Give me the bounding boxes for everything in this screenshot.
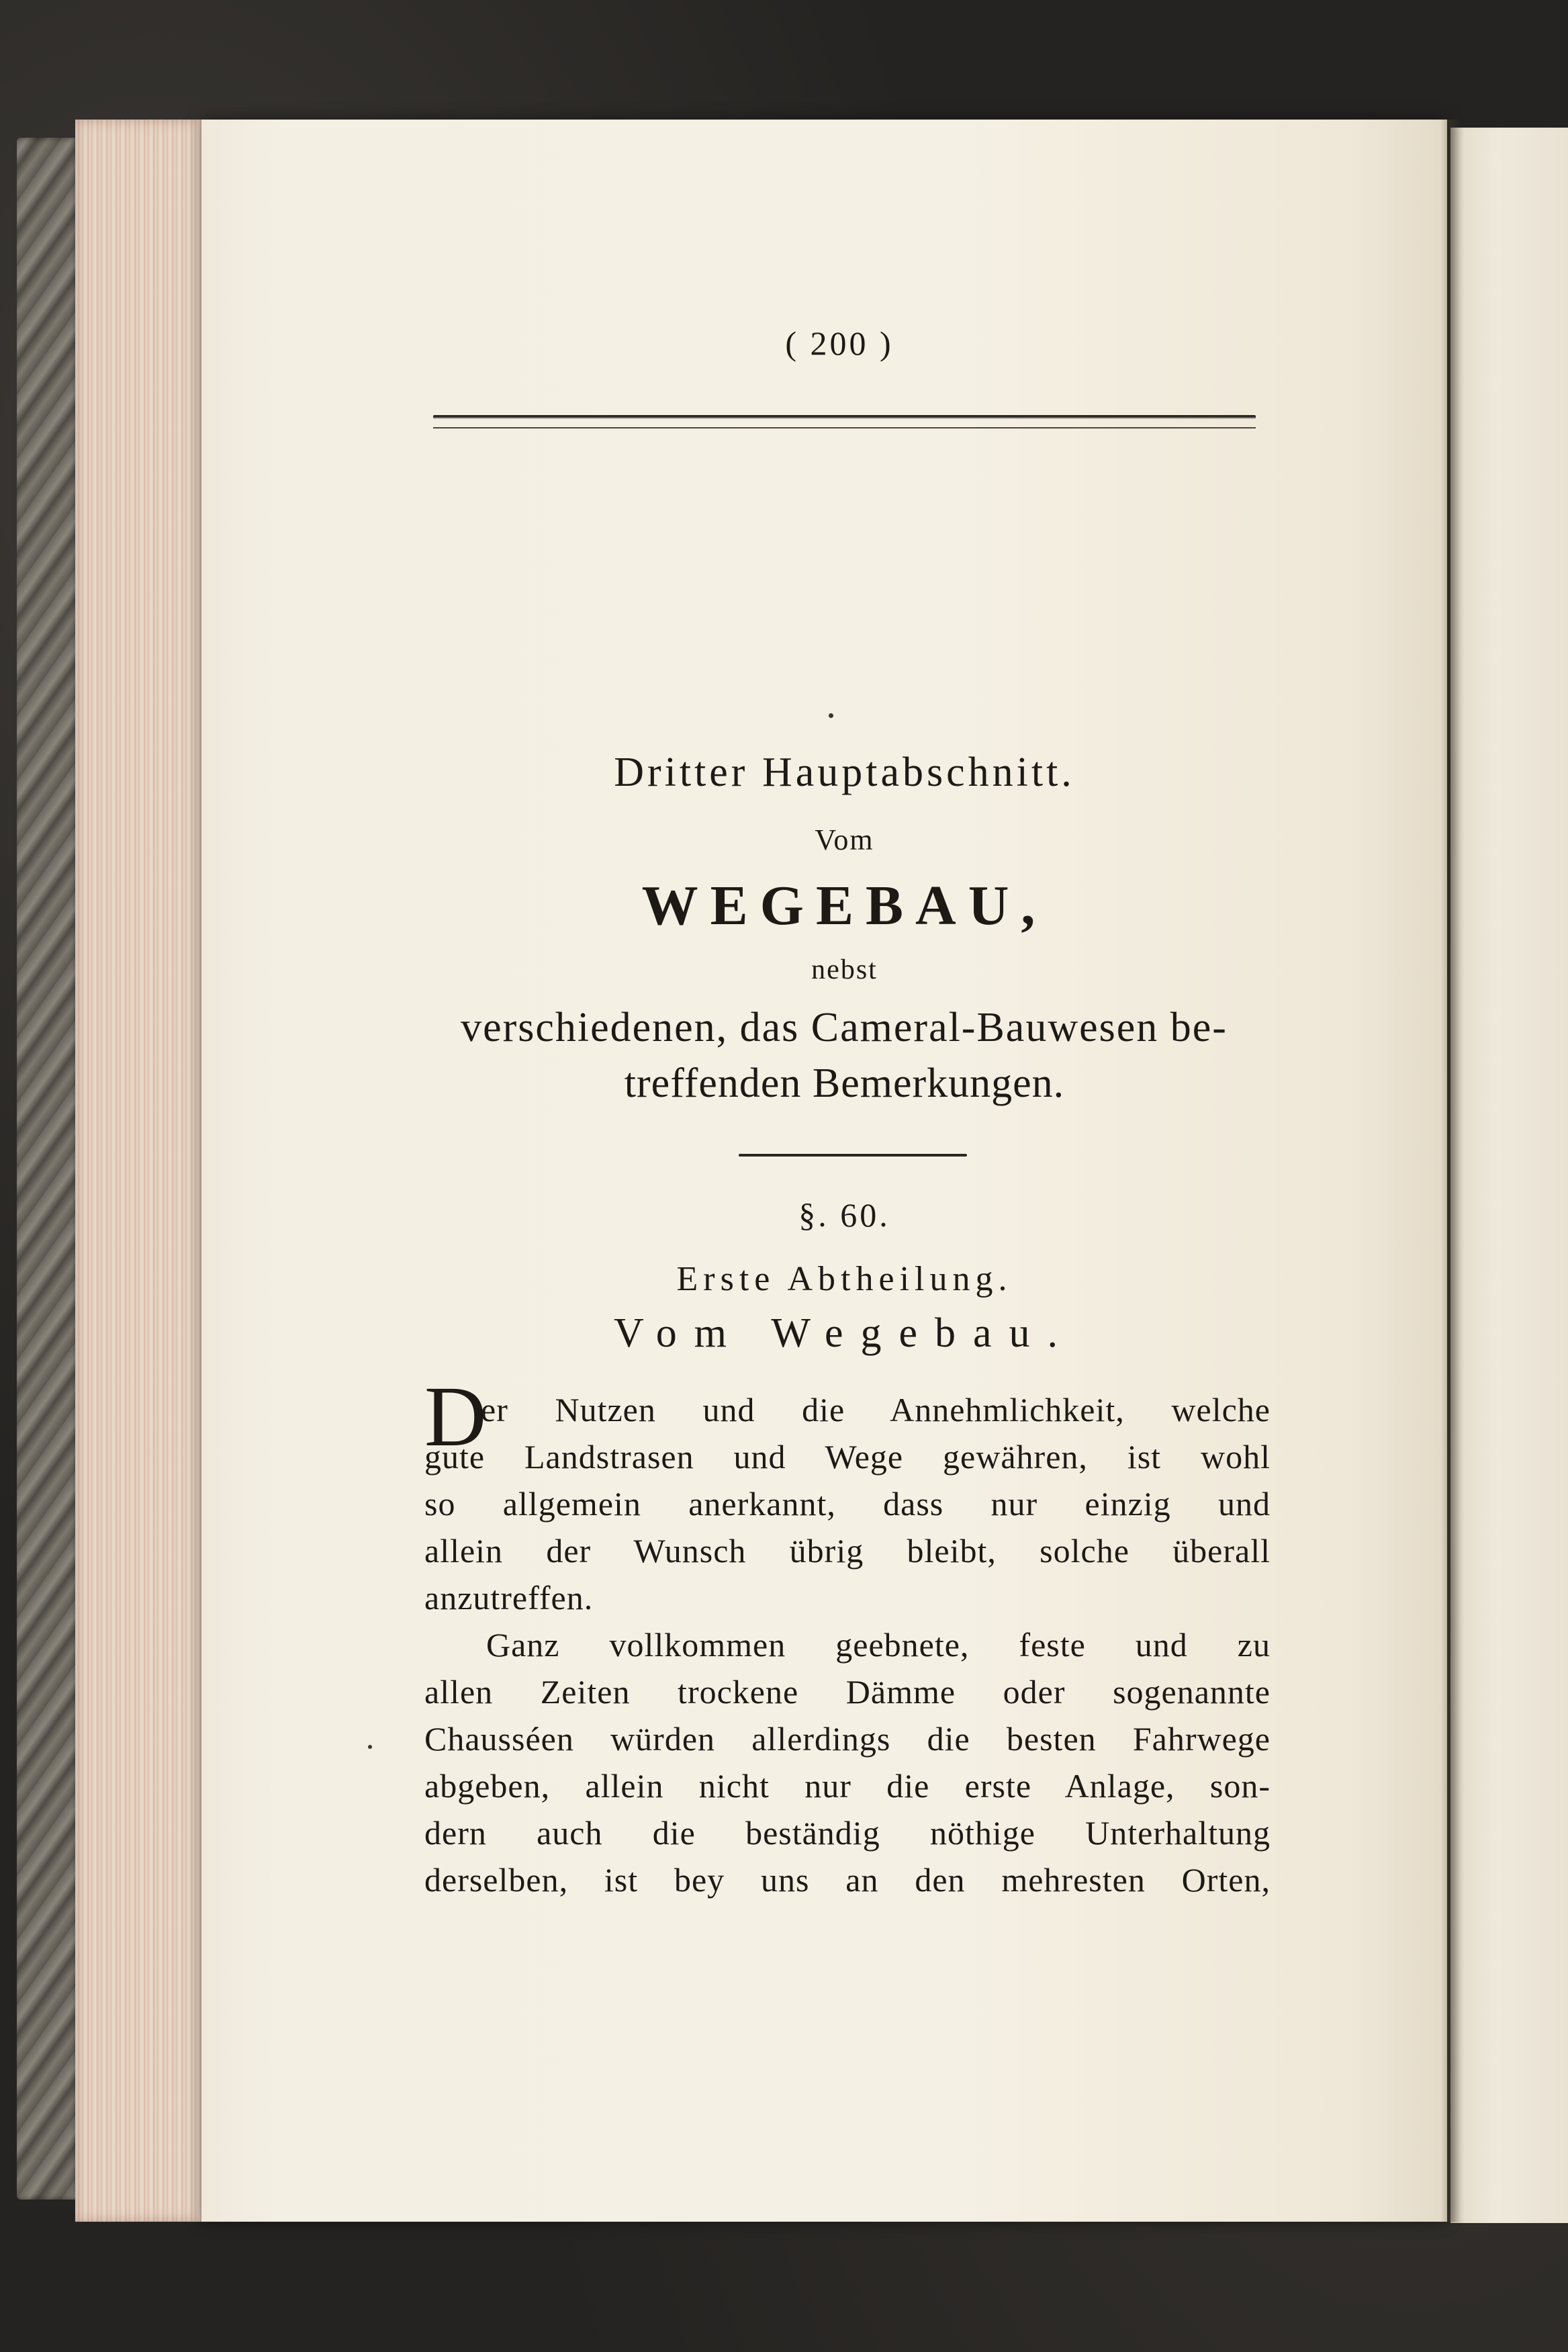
paragraph-1-line-2: gute Landstrasen und Wege gewähren, ist wohl [424,1438,1271,1476]
chapter-subtitle-line-2: treffenden Bemerkungen. [624,1060,1065,1106]
paragraph-1-line-4: allein der Wunsch übrig bleibt, solche überall [424,1532,1271,1570]
book-page [201,120,1447,2222]
paragraph-2-line-5: dern auch die beständig nöthige Unterhaltung [424,1814,1271,1852]
section-title: Vom Wegebau. [614,1310,1075,1356]
marbled-book-cover [17,138,81,2200]
paragraph-2-line-4: abgeben, allein nicht nur die erste Anlage, son- [424,1767,1271,1805]
ink-speck [368,1745,372,1749]
chapter-vom: Vom [815,823,874,856]
paragraph-1-line-5: anzutreffen. [424,1579,594,1617]
header-rule [433,415,1256,419]
section-divider [739,1154,967,1157]
header-rule-thin [433,427,1256,428]
paragraph-2-line-1: Ganz vollkommen geebnete, feste und zu [486,1626,1271,1664]
chapter-subtitle-line-1: verschiedenen, das Cameral-Bauwesen be- [461,1005,1228,1050]
chapter-title: Dritter Hauptabschnitt. [614,750,1075,795]
section-number: §. 60. [798,1196,890,1234]
paragraph-2-line-6: derselben, ist bey uns an den mehresten Orten, [424,1861,1271,1899]
facing-page [1450,128,1568,2223]
page-edges [75,120,210,2222]
ink-dot [829,713,833,718]
section-part: Erste Abtheilung. [676,1260,1013,1298]
chapter-nebst: nebst [811,954,878,985]
paragraph-1-line-1: er Nutzen und die Annehmlichkeit, welche [481,1391,1271,1429]
paragraph-2-line-2: allen Zeiten trockene Dämme oder sogenannte [424,1673,1271,1711]
book-gutter [1440,120,1461,2222]
paragraph-2-line-3: Chausséen würden allerdings die besten Fahrwege [424,1720,1271,1758]
chapter-heading: WEGEBAU, [641,874,1048,937]
page-number: ( 200 ) [785,324,894,362]
drop-cap: D [424,1369,487,1464]
paragraph-1-line-3: so allgemein anerkannt, dass nur einzig und [424,1485,1271,1523]
